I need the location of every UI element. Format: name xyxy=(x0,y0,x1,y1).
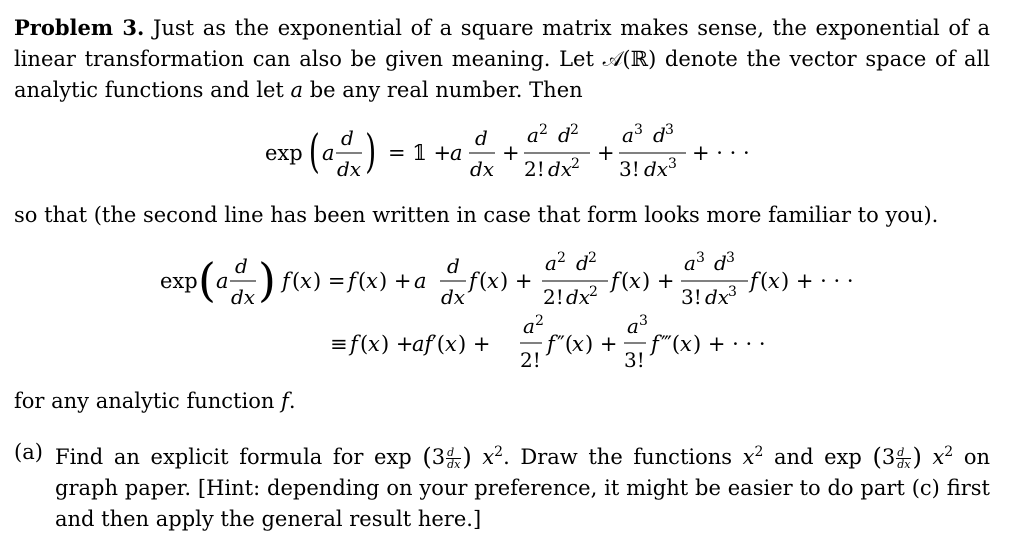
svg-text:(: ( xyxy=(308,124,320,180)
svg-text:x: x xyxy=(445,332,457,356)
svg-text:2: 2 xyxy=(535,313,544,329)
svg-text:x: x xyxy=(572,332,584,356)
svg-text:2: 2 xyxy=(570,122,579,138)
coef-3: 3 xyxy=(431,445,446,469)
svg-text:): ) xyxy=(258,253,276,307)
open-paren-2: ( xyxy=(872,443,882,471)
svg-text:dx: dx xyxy=(548,157,573,181)
svg-text:dx: dx xyxy=(231,285,256,309)
svg-text:3: 3 xyxy=(726,250,735,266)
svg-text:x: x xyxy=(629,269,641,293)
svg-text:x: x xyxy=(368,332,380,356)
svg-text:d: d xyxy=(447,254,460,278)
svg-text:3: 3 xyxy=(639,313,648,329)
svg-text:) =: ) = xyxy=(313,269,346,293)
x-var-2: x xyxy=(742,445,755,469)
svg-text:dx: dx xyxy=(441,285,466,309)
svg-text:(: ( xyxy=(292,269,301,293)
svg-text:d: d xyxy=(576,251,589,275)
svg-text:2!: 2! xyxy=(520,348,541,372)
svg-text:2: 2 xyxy=(557,250,566,266)
svg-text:) +: ) + xyxy=(381,332,414,356)
svg-text:+ · · ·: + · · · xyxy=(692,141,750,165)
svg-text:f: f xyxy=(350,332,358,356)
svg-text:a: a xyxy=(684,251,696,275)
variable-f: f xyxy=(281,389,289,413)
svg-text:2!: 2! xyxy=(543,285,564,309)
svg-text:d: d xyxy=(341,126,354,150)
svg-text:dx: dx xyxy=(470,157,495,181)
open-paren: ( xyxy=(422,443,432,471)
svg-text:) + · · ·: ) + · · · xyxy=(781,269,854,293)
svg-text:exp: exp xyxy=(160,269,198,293)
part-a-body: Find an explicit formula for exp (3 $\frac{d}{dx}$ ) $x^2$. Draw the functions $x^2$ and exp (3 $\frac{d}{dx}$ ) $x^2$ on graph paper. [Hint: depending on your preference, it might be easier to do part (c) first and then apply the general result here.] xyxy=(55,443,990,531)
d-dx-fraction-2: $\frac{d}{dx}$ xyxy=(897,446,911,471)
svg-text:f: f xyxy=(469,269,477,293)
svg-text:f: f xyxy=(750,269,758,293)
svg-text:x: x xyxy=(300,269,312,293)
svg-text:x: x xyxy=(487,269,499,293)
svg-text:3: 3 xyxy=(668,156,677,172)
svg-text:a: a xyxy=(216,269,229,293)
x-var: x xyxy=(482,445,495,469)
svg-text:a: a xyxy=(622,123,634,147)
svg-text:a: a xyxy=(322,141,335,165)
svg-text:f: f xyxy=(611,269,619,293)
svg-text:x: x xyxy=(366,269,378,293)
intro-paragraph xyxy=(14,12,990,106)
svg-text:) +: ) + xyxy=(585,332,618,356)
svg-text:(: ( xyxy=(358,269,367,293)
svg-text:) +: ) + xyxy=(379,269,412,293)
coef-3-b: 3 xyxy=(881,445,896,469)
part-a-text-4: on graph paper. [Hint: depending on your preference, it might be easier to do part (c) first and then apply the general result here.] xyxy=(55,445,990,531)
close-paren: ) xyxy=(462,443,472,471)
svg-text:3: 3 xyxy=(665,122,674,138)
svg-text:af: af xyxy=(412,332,433,356)
svg-text:): ) xyxy=(365,124,377,180)
svg-text:+: + xyxy=(502,141,520,165)
svg-text:x: x xyxy=(680,332,692,356)
part-a-text-2: . Draw the functions xyxy=(503,445,743,469)
svg-text:a: a xyxy=(414,269,427,293)
svg-text:d: d xyxy=(714,251,727,275)
svg-text:f: f xyxy=(282,269,290,293)
svg-text:3!: 3! xyxy=(624,348,645,372)
svg-text:exp: exp xyxy=(265,141,303,165)
svg-text:dx: dx xyxy=(337,157,362,181)
x-var-3: x xyxy=(932,445,945,469)
svg-text:x: x xyxy=(768,269,780,293)
svg-text:dx: dx xyxy=(644,157,669,181)
svg-text:3: 3 xyxy=(696,250,705,266)
svg-text:dx: dx xyxy=(705,285,730,309)
svg-text:+: + xyxy=(597,141,615,165)
equation-exp-applied xyxy=(0,246,1024,376)
svg-text:′(: ′( xyxy=(432,332,445,356)
svg-text:= 𝟙 +: = 𝟙 + xyxy=(388,141,452,165)
variable-a: a xyxy=(290,78,304,102)
so-that-text: so that (the second line has been written in case that form looks more familiar to you). xyxy=(14,203,939,227)
intro-text-2: denote the vector space of all analytic functions and let xyxy=(14,47,990,102)
svg-text:a: a xyxy=(627,314,639,338)
svg-text:≡: ≡ xyxy=(330,332,348,356)
svg-text:a: a xyxy=(527,123,539,147)
problem-heading: Problem 3. xyxy=(14,15,145,40)
svg-text:f: f xyxy=(651,332,659,356)
svg-text:d: d xyxy=(653,123,666,147)
period: . xyxy=(288,389,296,413)
svg-text:a: a xyxy=(523,314,535,338)
svg-text:d: d xyxy=(475,126,488,150)
part-a-text-1: Find an explicit formula for exp xyxy=(55,445,423,469)
intro-text-1: Just as the exponential of a square matrix makes sense, the exponential of a linear transformation can also be given meaning. Let xyxy=(14,16,990,71)
d-dx-fraction: $\frac{d}{dx}$ xyxy=(447,446,461,471)
so-that-line xyxy=(14,200,990,231)
space-symbol: 𝒜(ℝ) xyxy=(602,47,657,71)
svg-text:(: ( xyxy=(198,253,216,307)
for-any-line xyxy=(14,386,990,417)
svg-text:) +: ) + xyxy=(500,269,533,293)
svg-text:) +: ) + xyxy=(642,269,675,293)
equation-exp-operator xyxy=(0,118,1024,198)
svg-text:dx: dx xyxy=(566,285,591,309)
svg-text:) + · · ·: ) + · · · xyxy=(693,332,766,356)
part-a-text-3: and exp xyxy=(763,445,873,469)
svg-text:(: ( xyxy=(621,269,630,293)
svg-text:3!: 3! xyxy=(681,285,702,309)
svg-text:2: 2 xyxy=(539,122,548,138)
svg-text:″(: ″( xyxy=(557,332,574,356)
svg-text:a: a xyxy=(545,251,557,275)
svg-text:) +: ) + xyxy=(458,332,491,356)
svg-text:(: ( xyxy=(479,269,488,293)
svg-text:2: 2 xyxy=(571,156,580,172)
svg-text:3: 3 xyxy=(634,122,643,138)
intro-text-3: be any real number. Then xyxy=(303,78,583,102)
svg-text:f: f xyxy=(547,332,555,356)
close-paren-2: ) xyxy=(912,443,922,471)
svg-text:(: ( xyxy=(760,269,769,293)
svg-text:d: d xyxy=(235,254,248,278)
svg-text:3: 3 xyxy=(728,284,737,300)
svg-text:f: f xyxy=(348,269,356,293)
svg-text:(: ( xyxy=(360,332,369,356)
svg-text:2: 2 xyxy=(588,250,597,266)
for-any-text: for any analytic function xyxy=(14,389,282,413)
part-a-label: (a) xyxy=(14,440,43,464)
svg-text:2!: 2! xyxy=(524,157,545,181)
svg-text:d: d xyxy=(558,123,571,147)
svg-text:2: 2 xyxy=(589,284,598,300)
svg-text:a: a xyxy=(450,141,463,165)
svg-text:‴(: ‴( xyxy=(661,332,681,356)
svg-text:3!: 3! xyxy=(619,157,640,181)
